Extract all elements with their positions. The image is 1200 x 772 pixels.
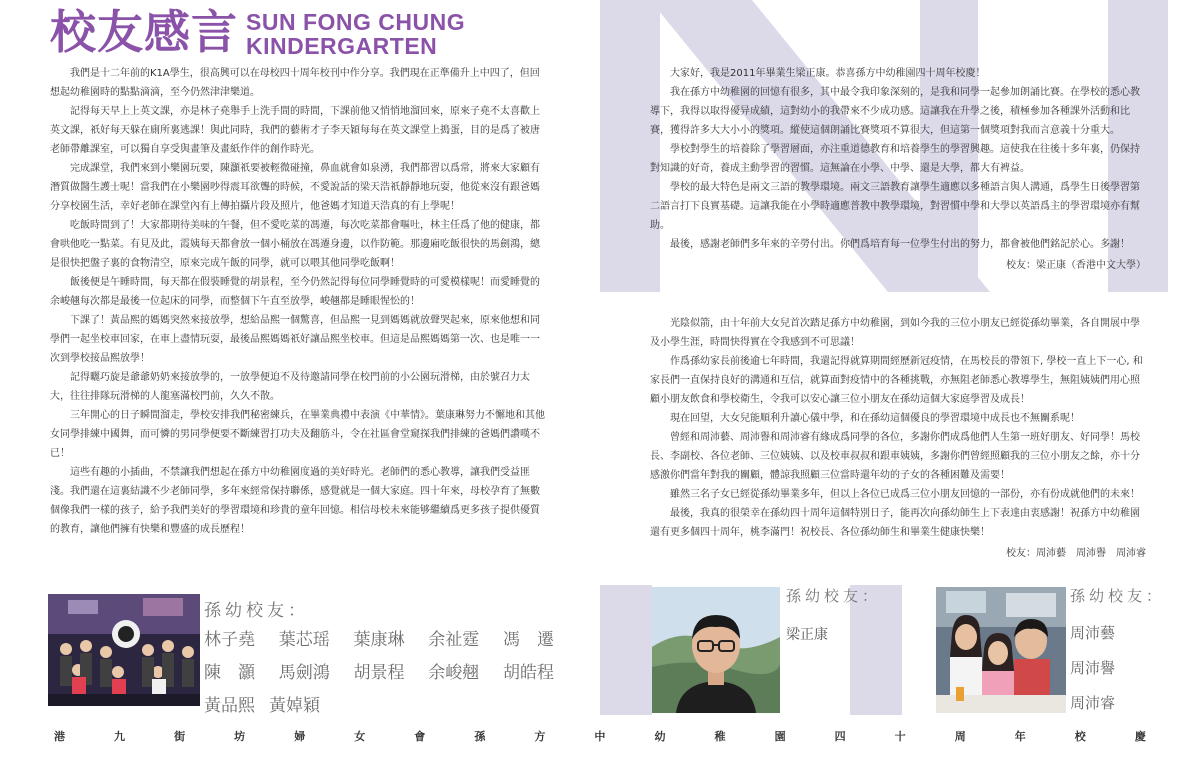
footer-char: 街 (174, 730, 186, 743)
tr-paragraph: 我在孫方中幼稚園的回憶有很多，其中最令我印象深刻的，是我和同學一起參加朗誦比賽。在學校的悉心教導下，我得以取得優异成績，這對幼小的我帶來不少成功感。這讓我在升學之後，積極參加各種課外活動和比賽，獲得許多大大小小的獎項。縱使這個朗誦比賽獎項不算很大，但這第一個獎項對我而言意義十分重大。 (650, 87, 1140, 136)
alumni-name-row (204, 657, 554, 690)
br-paragraph: 現在回望，大女兒能順利升讀心儀中學，和在孫幼這個優良的學習環境中成長也不無關系呢！ (670, 413, 1080, 424)
alumni-name: 胡皓程 (503, 663, 554, 683)
footer-char: 園 (774, 730, 786, 743)
alumni-name: 余峻翹 (428, 663, 480, 683)
footer-char: 中 (594, 730, 606, 743)
top-right-article (650, 64, 1146, 288)
left-paragraph: 三年開心的日子瞬間溜走，學校安排我們秘密練兵，在畢業典禮中表演《中華情》。葉康琳努力不懈地和其他女同學排練中國舞，而可憐的男同學便要不斷練習打功夫及翻筋斗，令在社區會堂窺探我們排練的爸媽們讚嘆不已！ (50, 410, 545, 459)
footer-char: 方 (534, 730, 546, 743)
footer-char: 慶 (1134, 730, 1146, 743)
decor-shape-bottom-left (600, 585, 652, 715)
alumni-name-3: 周沛藝 (1070, 624, 1116, 642)
footer-char: 港 (54, 730, 65, 743)
tr-paragraph: 最後，感謝老師們多年來的辛勞付出。你們爲培育每一位學生付出的努力，都會被他們銘記於心。多謝！ (670, 239, 1130, 250)
alumni-name: 林子堯 (204, 630, 255, 650)
br-paragraph: 光陰似箭，由十年前大女兒首次踏足孫方中幼稚園，到如今我的三位小朋友已經從孫幼畢業，各自開展中學及小學生涯，時間快得實在令我感到不可思議！ (650, 318, 1140, 348)
title-en-line1: SUN FONG CHUNG (246, 9, 466, 35)
tr-paragraph: 學校對學生的培養除了學習層面，亦注重道德教育和培養學生的學習興趣。這使我在往後十多年裏，仍保持對知識的好奇，養成主動學習的習慣。這無論在小學、中學、還是大學，都大有裨益。 (650, 144, 1140, 174)
left-paragraph: 下課了！黃品熙的媽媽突然來接放學，想給品熙一個驚喜，但品熙一見到媽媽就放聲哭起來，原來他想和同學們一起坐校車回家，在車上盡情玩耍，最後品熙媽媽祇好讓品熙坐校車。但這是品熙媽媽第一次、也是唯一一次到學校接品熙放學！ (50, 315, 540, 364)
page-title-english (246, 10, 465, 58)
alumni-name: 馮 遷 (503, 630, 554, 650)
footer-char: 會 (414, 730, 426, 743)
alumni-name-3: 周沛睿 (1070, 694, 1116, 712)
br-signature: 校友：周沛藝 周沛譽 周沛睿 (1006, 548, 1146, 559)
footer-char: 四 (834, 730, 846, 743)
footer-banner (54, 728, 1146, 744)
siblings-photo (936, 587, 1066, 713)
footer-char: 校 (1074, 730, 1086, 743)
alumni-name: 陳 灝 (204, 663, 255, 683)
br-paragraph: 雖然三名子女已經從孫幼畢業多年，但以上各位已成爲三位小朋友回憶的一部份，亦有份成就他們的未來！ (670, 489, 1140, 500)
alumni-heading: 孫幼校友： (204, 601, 309, 621)
tr-paragraph: 大家好，我是2011年畢業生梁正康。恭喜孫方中幼稚園四十周年校慶！ (670, 68, 986, 79)
footer-char: 周 (954, 730, 966, 743)
bottom-right-article (650, 314, 1146, 578)
alumni-name: 葉康琳 (353, 630, 405, 650)
alumni-name-grid (204, 624, 554, 723)
alumni-name-2: 梁正康 (786, 627, 828, 643)
alumni-name: 黃婥穎 (269, 696, 320, 716)
alumni-name: 余祉霆 (428, 630, 480, 650)
left-paragraph: 這些有趣的小插曲，不禁讓我們想起在孫方中幼稚園度過的美好時光。老師們的悉心教導，讓我們受益匪淺。我們還在這裏結識不少老師同學，多年來經常保持聯係，感覺就是一個大家庭。四十年來，母校孕育了無數個像我們一樣的孩子，給予我們美好的學習環境和珍貴的童年回憶。相信母校未來能够繼續爲更多孩子提供優質的教育，讓他們擁有快樂和豐盛的成長歷程！ (50, 467, 540, 535)
left-paragraph: 記得每天早上上英文課，亦是林子堯舉手上洗手間的時間，下課前他又悄悄地溜回來，原來子堯不太喜歡上英文課，祇好每天躲在廁所裏逃課！與此同時，我們的藝術才子李天穎每每在英文課堂上搗蛋，目的是爲了被唐老師帶離課室，可以獨自享受與畫筆及畫紙作伴的創作時光。 (50, 106, 540, 155)
footer-char: 孫 (474, 730, 486, 743)
alumni-name: 黃品熙 (204, 696, 255, 716)
alumni-name-row (204, 690, 554, 723)
left-paragraph: 我們是十二年前的K1A學生，很高興可以在母校四十周年校刊中作分享。我們現在正準備升上中四了，但回想起幼稚園時的點點滴滴，至今仍然津津樂道。 (50, 68, 540, 98)
footer-char: 坊 (234, 730, 246, 743)
alumni-name-row (204, 624, 554, 657)
left-article (50, 64, 546, 578)
alumni-name: 馬劍鴻 (278, 663, 330, 683)
alumni-heading-3: 孫幼校友： (1070, 587, 1166, 605)
footer-char: 女 (354, 730, 366, 743)
left-paragraph: 記得曬巧旋是爺爺奶奶來接放學的，一放學便迫不及待邀請同學在校門前的小公園玩滑梯，由於號召力太大，往往排隊玩滑梯的人龍塞滿校門前，久久不散。 (50, 372, 530, 402)
left-paragraph: 飯後便是午睡時間，每天都在假裝睡覺的胡景程，至今仍然記得每位同學睡覺時的可愛模樣呢！而愛睡覺的余峻翹每次都是最後一位起床的同學，而整個下午直至放學，峻翹都是睡眼惺忪的！ (50, 277, 540, 307)
alumni-name: 葉芯瑶 (278, 630, 330, 650)
footer-char: 幼 (654, 730, 666, 743)
left-paragraph: 完成課堂，我們來到小樂園玩要，陳灝祇要被輕微碰撞，鼻血就會如泉湧，我們都習以爲常，將來大家顧有潛質做醫生護士呢！當我們在小樂園吵得震耳欲聾的時候，不愛說話的梁天浩祇靜靜地玩耍，他從來沒有跟爸媽分享校園生活，幸好老師在課堂內有上傳拍攝片段及照片，他爸媽才知道天浩真的有上學呢！ (50, 163, 540, 212)
alumni-name: 胡景程 (353, 663, 405, 683)
footer-char: 稚 (714, 730, 726, 743)
group-photo (48, 594, 200, 706)
page-title-chinese: 校友感言 (50, 5, 238, 59)
br-paragraph: 曾經和周沛藝、周沛譽和周沛睿有緣成爲同學的各位，多謝你們成爲他們人生第一班好朋友、好同學！馬校長、李副校、各位老師、三位姨姨、以及校車叔叔和跟車姨姨，多謝你們曾經照顧我的三位小朋友之餘，亦十分感激你們當年對我的關顧，體諒我照顧三位當時還年幼的子女的各種困難及需要！ (650, 432, 1140, 481)
alumni-name-3: 周沛譽 (1070, 659, 1116, 677)
portrait-photo (652, 587, 780, 713)
footer-char: 九 (114, 730, 126, 743)
br-paragraph: 作爲孫幼家長前後逾七年時間，我還記得就算期間經歷新冠疫情，在馬校長的帶領下, 學校一直上下一心, 和家長們一直保持良好的溝通和互信，就算面對疫情中的各種挑戰，亦無阻老師悉心教導學生，無阻姨姨們用心照顧小朋友飲食和學校衛生，令我可以安心讓三位小朋友在孫幼這個大家庭學習及成長！ (650, 356, 1143, 405)
footer-char: 十 (894, 730, 906, 743)
footer-char: 年 (1014, 730, 1026, 743)
tr-paragraph: 學校的最大特色是兩文三語的教學環境。兩文三語教育讓學生適應以多種語言與人溝通，爲學生日後學習第二語言打下良實基礎。這讓我能在小學時適應普教中教學環境，對習慣中學和大學以英語爲主的學習環境亦有幫助。 (650, 182, 1140, 231)
left-paragraph: 吃飯時間到了！大家都期待美味的午餐，但不愛吃菜的馮遷，每次吃菜都會嘔吐，林主任爲了他的健康，都會哄他吃一點菜。有見及此，霞姨每天都會放一個小桶放在馮遷身邊，以作防範。那邊廂吃飯很快的馬劍鴻，總是很快把盤子裏的食物清空，原來完成午飯的同學，就可以喂其他同學吃飯啊！ (50, 220, 540, 269)
alumni-heading-2: 孫幼校友： (786, 587, 882, 605)
br-paragraph: 最後，我真的很榮幸在孫幼四十周年這個特別日子，能再次向孫幼師生上下表達由衷感謝！祝孫方中幼稚園還有更多個四十周年，桃李滿門！祝校長、各位孫幼師生和畢業生健康快樂！ (650, 508, 1140, 538)
tr-signature: 校友：梁正康（香港中文大學） (1006, 260, 1146, 271)
footer-char: 婦 (294, 730, 306, 743)
title-en-line2: KINDERGARTEN (246, 33, 438, 59)
